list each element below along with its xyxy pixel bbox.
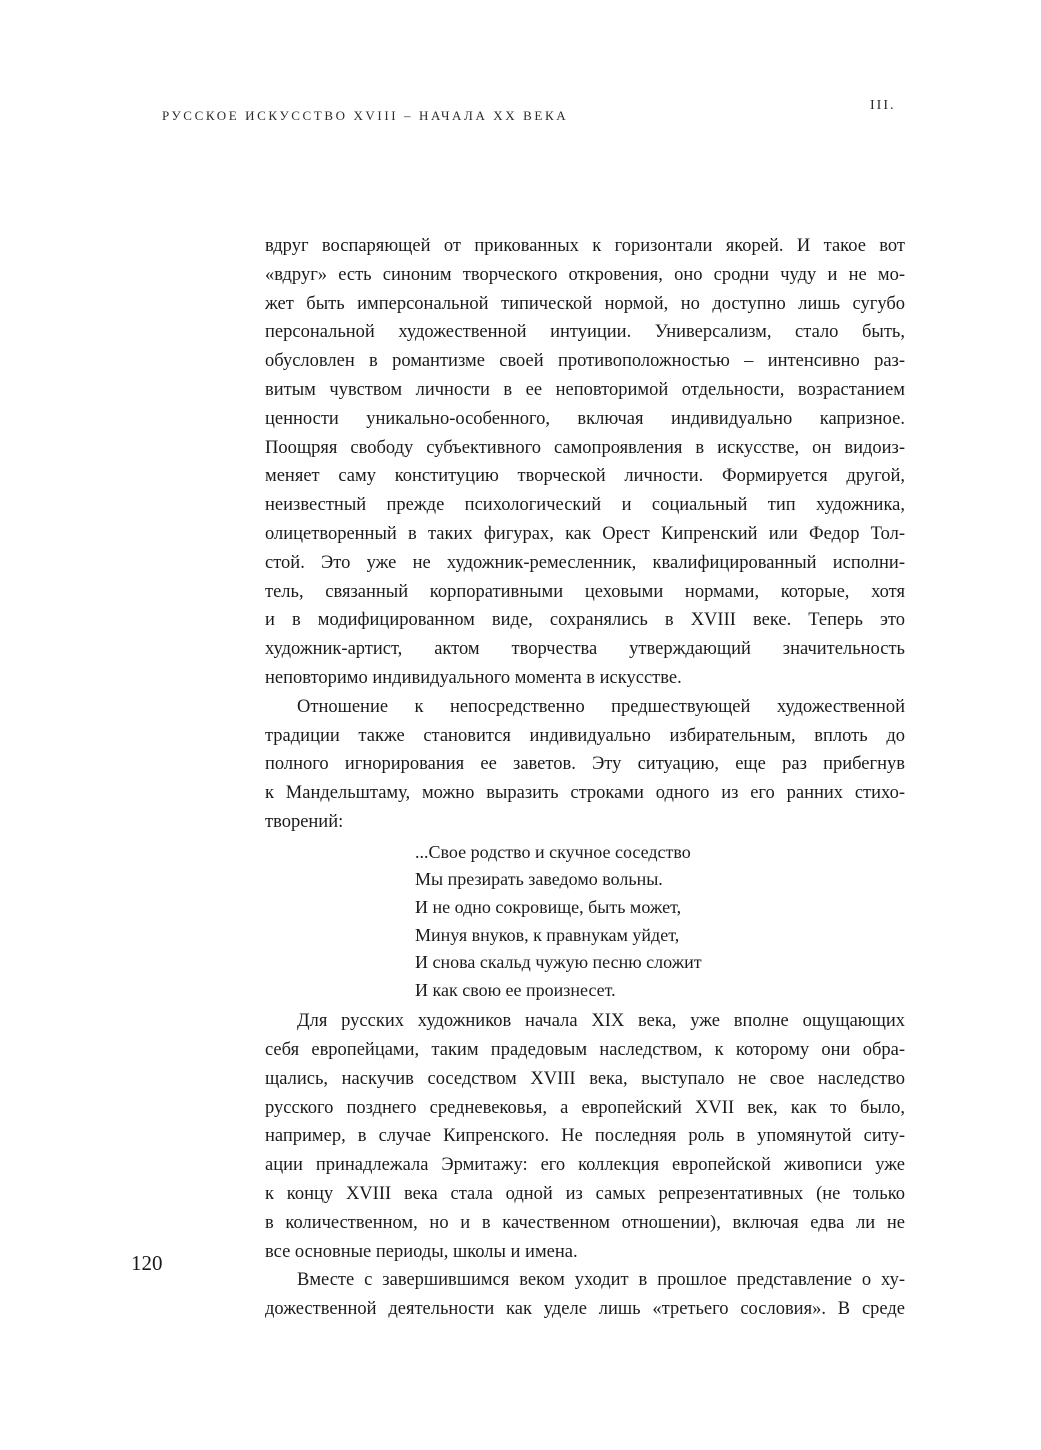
text-line: Поощряя свободу субъективного самопроявления в искусстве, он видоиз-: [265, 437, 905, 458]
text-line: вдруг воспаряющей от прикованных к горизонтали якорей. И такое вот: [265, 236, 905, 256]
text-line: персональной художественной интуиции. Универсализм, стало быть,: [265, 322, 905, 343]
text-line: художник-артист, актом творчества утверждающий значительность: [265, 639, 905, 660]
running-head: РУССКОЕ ИСКУССТВО XVIII – НАЧАЛА XX ВЕКА: [162, 108, 569, 123]
page-number: 120: [131, 1251, 163, 1275]
text-line: обусловлен в романтизме своей противоположностью – интенсивно раз-: [265, 351, 905, 372]
text-line: традиции также становится индивидуально избирательным, вплоть до: [265, 725, 905, 746]
text-line: «вдруг» есть синоним творческого откровения, оно сродни чуду и не мо-: [265, 264, 905, 285]
text-line: стой. Это уже не художник-ремесленник, квалифицированный исполни-: [265, 552, 905, 573]
text-line: все основные периоды, школы и имена.: [265, 1241, 578, 1262]
text-line: Отношение к непосредственно предшествующей художественной: [297, 696, 905, 717]
text-line: к Мандельштаму, можно выразить строками одного из его ранних стихо-: [265, 783, 905, 804]
text-line: ации принадлежала Эрмитажу: его коллекция европейской живописи уже: [265, 1155, 905, 1176]
text-line: русского позднего средневековья, а европейский XVII век, как то было,: [265, 1097, 905, 1118]
text-line: полного игнорирования ее заветов. Эту ситуацию, еще раз прибегнув: [265, 754, 905, 775]
text-line: олицетворенный в таких фигурах, как Орест Кипренский или Федор Тол-: [265, 523, 905, 544]
text-line: и в модифицированном виде, сохранялись в XVIII веке. Теперь это: [265, 610, 905, 631]
text-line: например, в случае Кипренского. Не последняя роль в упомянутой ситу-: [265, 1126, 905, 1147]
verse-line: Минуя внуков, к правнукам уйдет,: [415, 924, 680, 945]
text-line: неповторимо индивидуального момента в искусстве.: [265, 667, 682, 688]
verse-line: И снова скальд чужую песню сложит: [415, 952, 702, 973]
text-line: витым чувством личности в ее неповторимой отдельности, возрастанием: [265, 379, 905, 400]
verse-line: ...Свое родство и скучное соседство: [415, 841, 691, 862]
text-line: себя европейцами, таким прадедовым наследством, к которому они обра-: [265, 1040, 905, 1061]
paragraph-2: [265, 693, 905, 837]
text-line: жет быть имперсональной типической нормой, но доступно лишь сугубо: [265, 293, 905, 314]
verse-line: И как свою ее произнесет.: [415, 979, 616, 1000]
text-line: дожественной деятельности как уделе лишь «третьего сословия». В среде: [265, 1299, 905, 1320]
section-mark: III.: [870, 98, 896, 113]
text-line: меняет саму конституцию творческой личности. Формируется другой,: [265, 466, 905, 487]
text-line: Вместе с завершившимся веком уходит в прошлое представление о ху-: [297, 1270, 905, 1291]
paragraph-4: [265, 1266, 905, 1324]
paragraph-1: [265, 232, 905, 693]
text-line: в количественном, но и в качественном отношении), включая едва ли не: [265, 1212, 905, 1233]
text-line: Для русских художников начала XIX века, уже вполне ощущающих: [297, 1011, 905, 1032]
paragraph-3: [265, 1007, 905, 1266]
page-body: [265, 232, 905, 1324]
text-line: к концу XVIII века стала одной из самых репрезентативных (не только: [265, 1184, 905, 1205]
text-line: ценности уникально-особенного, включая индивидуально капризное.: [265, 408, 905, 429]
text-line: неизвестный прежде психологический и социальный тип художника,: [265, 495, 905, 516]
text-line: творений:: [265, 811, 344, 832]
poem-quote: [265, 839, 905, 1005]
text-line: тель, связанный корпоративными цеховыми нормами, которые, хотя: [265, 581, 905, 602]
verse-line: Мы презирать заведомо вольны.: [415, 869, 663, 890]
text-line: щались, наскучив соседством XVIII века, выступало не свое наследство: [265, 1068, 905, 1089]
verse-line: И не одно сокровище, быть может,: [415, 896, 682, 917]
